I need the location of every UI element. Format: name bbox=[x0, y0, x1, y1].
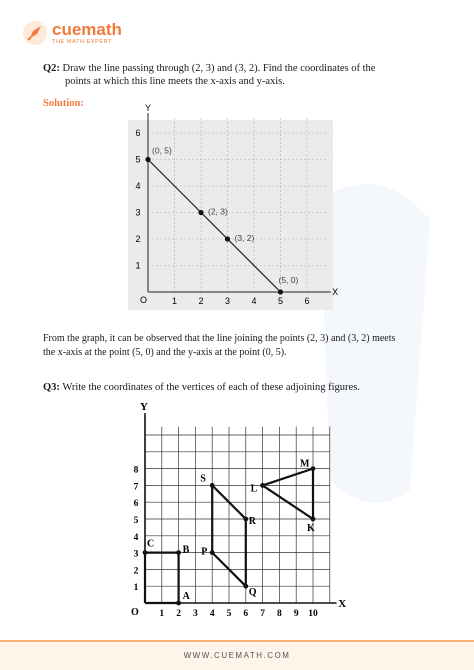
vertex-marker bbox=[311, 517, 316, 522]
brand-tagline: THE MATH EXPERT bbox=[52, 38, 113, 45]
question-text-line1: Draw the line passing through (2, 3) and (3, 2). Find the coordinates of the bbox=[62, 63, 376, 74]
brand-name: cuemath bbox=[52, 19, 122, 39]
point-marker bbox=[145, 157, 150, 162]
y-tick-label: 1 bbox=[133, 583, 139, 594]
x-tick-label: 5 bbox=[226, 609, 232, 619]
x-tick-label: 10 bbox=[308, 609, 318, 619]
vertex-label: L bbox=[250, 483, 258, 495]
vertex-label: A bbox=[182, 591, 190, 602]
vertex-marker bbox=[143, 550, 148, 555]
solution-label: Solution: bbox=[43, 98, 84, 109]
vertex-marker bbox=[243, 584, 248, 589]
vertex-marker bbox=[243, 517, 248, 522]
vertex-label: Q bbox=[248, 587, 257, 599]
vertex-marker bbox=[311, 466, 316, 471]
y-tick-label: 4 bbox=[135, 181, 141, 191]
x-tick-label: 1 bbox=[171, 296, 178, 306]
x-tick-label: 5 bbox=[277, 296, 284, 306]
y-tick-label: 3 bbox=[133, 549, 139, 560]
x-axis-label: X bbox=[338, 598, 347, 610]
vertex-label: S bbox=[200, 473, 206, 485]
y-tick-label: 5 bbox=[135, 154, 141, 165]
question-text: Write the coordinates of the vertices of each of these adjoining figures. bbox=[62, 382, 360, 393]
x-tick-label: 1 bbox=[159, 609, 165, 619]
figure-lmk bbox=[263, 469, 313, 519]
point-label: (2, 3) bbox=[208, 206, 228, 217]
x-tick-label: 3 bbox=[224, 296, 231, 306]
cuemath-logo bbox=[22, 20, 122, 46]
origin-label: O bbox=[140, 295, 148, 305]
vertex-label: B bbox=[182, 544, 190, 556]
y-tick-label: 6 bbox=[133, 499, 139, 510]
y-tick-label: 1 bbox=[135, 260, 141, 271]
y-axis-label: Y bbox=[145, 103, 152, 114]
question-number: Q3: bbox=[43, 382, 60, 393]
y-tick-label: 6 bbox=[135, 128, 141, 138]
x-axis-label: X bbox=[332, 287, 339, 297]
figures-grid bbox=[118, 398, 353, 620]
point-marker bbox=[225, 236, 230, 241]
x-tick-label: 9 bbox=[293, 609, 299, 619]
y-axis-label: Y bbox=[140, 401, 148, 414]
plotted-line bbox=[148, 160, 281, 293]
x-tick-label: 6 bbox=[304, 296, 310, 306]
x-tick-label: 7 bbox=[260, 609, 265, 619]
answer-line2: the x-axis at the point (5, 0) and the y-axis at the point (0, 5). bbox=[43, 346, 287, 358]
point-label: (3, 2) bbox=[234, 233, 255, 243]
x-tick-label: 3 bbox=[193, 609, 198, 619]
question-text-line2: points at which this line meets the x-axis and y-axis. bbox=[65, 76, 285, 87]
y-tick-label: 3 bbox=[135, 207, 141, 218]
point-marker bbox=[198, 210, 203, 215]
vertex-marker bbox=[210, 550, 215, 555]
vertex-marker bbox=[210, 483, 215, 488]
y-tick-label: 2 bbox=[135, 234, 141, 244]
y-tick-label: 7 bbox=[133, 482, 139, 493]
x-tick-label: 4 bbox=[251, 296, 257, 306]
answer-line1: From the graph, it can be observed that the line joining the points (2, 3) and (3, 2) meets bbox=[43, 333, 396, 344]
vertex-label: C bbox=[147, 538, 155, 550]
vertex-marker bbox=[176, 550, 181, 555]
y-tick-label: 4 bbox=[133, 532, 139, 543]
x-tick-label: 2 bbox=[198, 296, 204, 306]
x-tick-label: 8 bbox=[277, 609, 282, 619]
y-tick-label: 8 bbox=[133, 465, 139, 476]
y-tick-label: 5 bbox=[133, 516, 139, 526]
vertex-label: R bbox=[248, 516, 257, 527]
vertex-label: K bbox=[307, 523, 315, 534]
point-marker bbox=[278, 289, 283, 294]
y-tick-label: 2 bbox=[133, 566, 139, 577]
footer-url: WWW.CUEMATH.COM bbox=[183, 651, 291, 660]
point-label: (0, 5) bbox=[152, 145, 172, 156]
origin-label: O bbox=[131, 607, 139, 618]
question-number: Q2: bbox=[43, 63, 60, 74]
x-tick-label: 2 bbox=[176, 609, 181, 619]
vertex-label: M bbox=[300, 458, 310, 470]
point-label: (5, 0) bbox=[278, 275, 299, 285]
vertex-marker bbox=[260, 483, 265, 488]
page-footer bbox=[0, 640, 474, 670]
vertex-marker bbox=[176, 601, 181, 606]
rocket-icon bbox=[22, 20, 48, 46]
question-2 bbox=[43, 62, 443, 88]
x-tick-label: 6 bbox=[243, 609, 249, 619]
footer-divider bbox=[0, 640, 474, 642]
line-graph bbox=[128, 103, 339, 310]
x-tick-label: 4 bbox=[209, 609, 215, 619]
vertex-label: P bbox=[201, 546, 208, 558]
question-3 bbox=[43, 381, 443, 394]
answer-paragraph bbox=[43, 332, 443, 359]
